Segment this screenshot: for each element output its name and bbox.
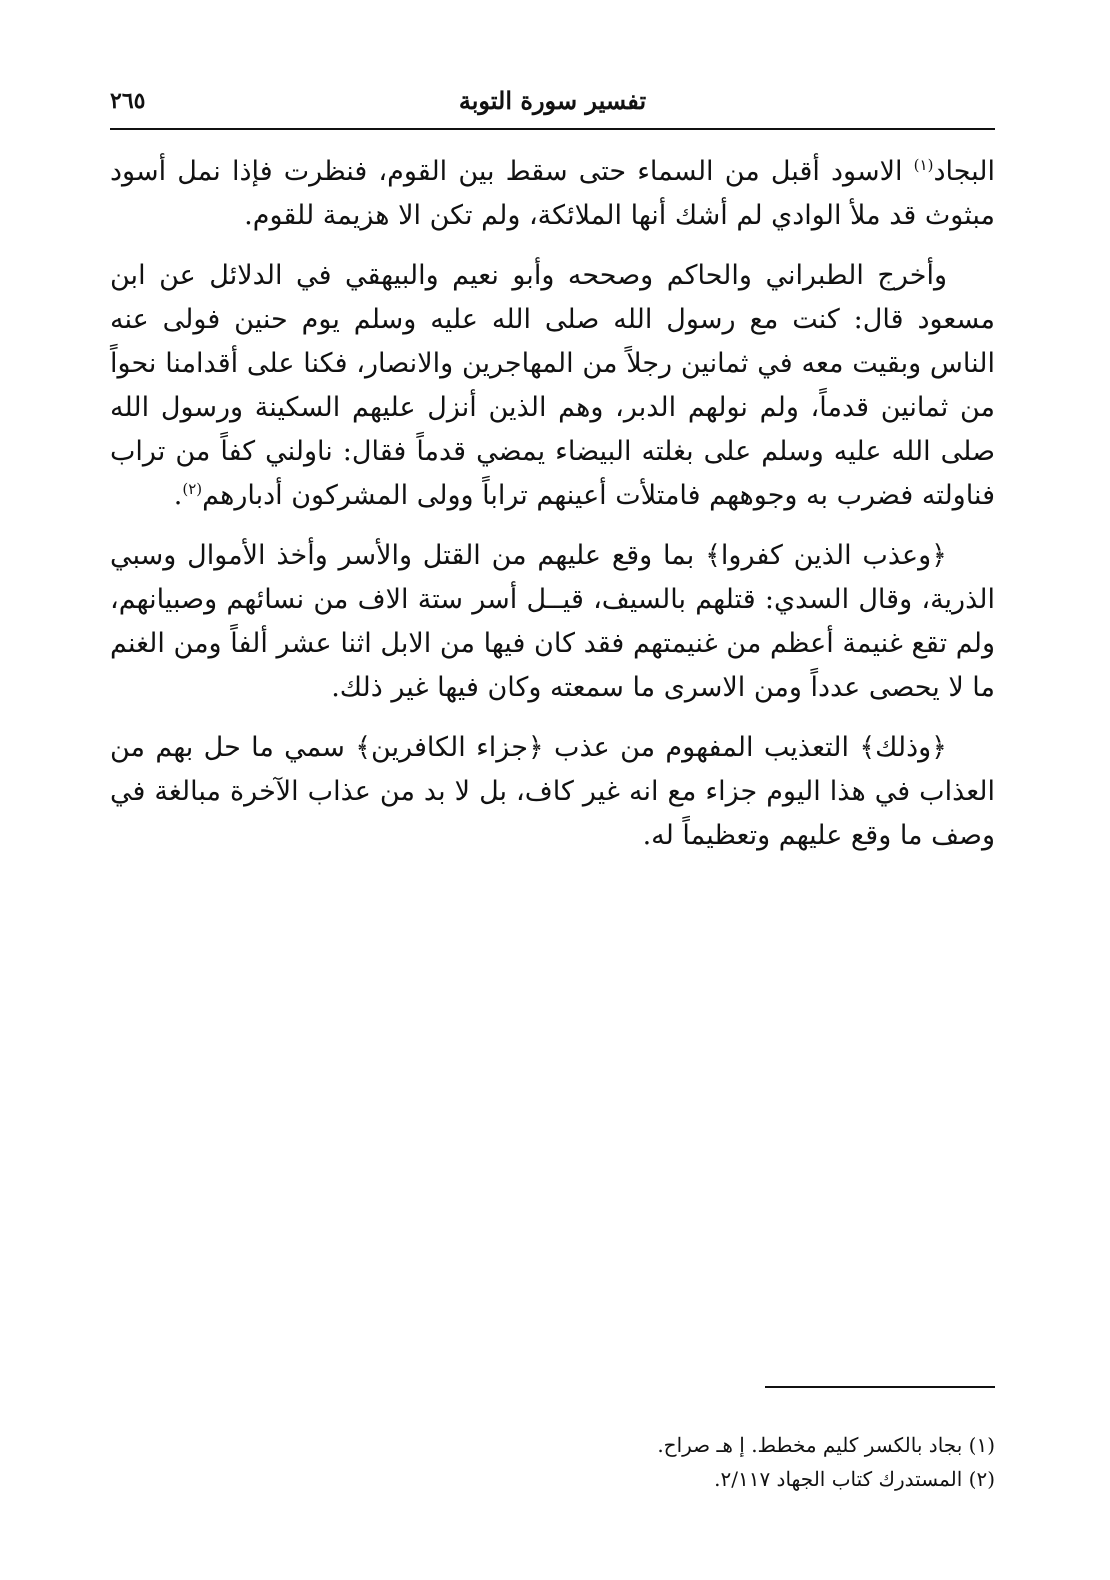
page-number: ٢٦٥ bbox=[110, 88, 146, 114]
page-header bbox=[110, 70, 995, 130]
footnote-1: (١) بجاد بالكسر كليم مخطط. إ هـ صراح. bbox=[657, 1433, 995, 1457]
document-page bbox=[110, 70, 995, 1520]
footnote-ref-1: (١) bbox=[913, 156, 934, 174]
paragraph-1-text-a: البجاد bbox=[933, 156, 995, 187]
paragraph-2-text-a: وأخرج الطبراني والحاكم وصححه وأبو نعيم والبيهقي في الدلائل عن ابن مسعود قال: كنت مع رسول الله صلى الله عليه وسلم يوم حنين فولى عنه الناس وبقيت معه في ثمانين رجلاً من المهاجرين والانصار، فكنا على أقدامنا نحواً من ثمانين قدماً، ولم نولهم الدبر، وهم الذين أنزل عليهم السكينة ورسول الله صلى الله عليه وسلم على بغلته البيضاء يمضي قدماً فقال: ناولني كفاً من تراب فناولته فضرب به وجوههم فامتلأت أعينهم تراباً وولى المشركون أدبارهم bbox=[110, 260, 995, 511]
paragraph-4-text: ﴿وذلك﴾ التعذيب المفهوم من عذب ﴿جزاء الكافرين﴾ سمي ما حل بهم من العذاب في هذا اليوم جزاء مع انه غير كاف، بل لا بد من عذاب الآخرة مبالغة في وصف ما وقع عليهم وتعظيماً له. bbox=[110, 732, 995, 851]
paragraph-2 bbox=[110, 254, 995, 518]
footnote-ref-2: (٢) bbox=[182, 480, 203, 498]
paragraph-3 bbox=[110, 534, 995, 710]
paragraph-1 bbox=[110, 150, 995, 238]
footnote-2: (٢) المستدرك كتاب الجهاد ٢/١١٧. bbox=[714, 1467, 995, 1491]
body-text bbox=[110, 150, 995, 858]
paragraph-4 bbox=[110, 726, 995, 858]
footnotes bbox=[110, 1428, 995, 1496]
paragraph-2-text-b: . bbox=[173, 480, 183, 511]
paragraph-3-text: ﴿وعذب الذين كفروا﴾ بما وقع عليهم من القتل والأسر وأخذ الأموال وسبي الذرية، وقال السدي: قتلهم بالسيف، قيــل أسر ستة الاف من نسائهم وصبيانهم، ولم تقع غنيمة أعظم من غنيمتهم فقد كان فيها من الابل اثنا عشر ألفاً ومن الغنم ما لا يحصى عدداً ومن الاسرى ما سمعته وكان فيها غير ذلك. bbox=[110, 540, 995, 703]
footnote-divider bbox=[765, 1386, 995, 1388]
paragraph-1-text-b: الاسود أقبل من السماء حتى سقط بين القوم، فنظرت فإذا نمل أسود مبثوث قد ملأ الوادي لم أشك أنها الملائكة، ولم تكن الا هزيمة للقوم. bbox=[110, 156, 995, 231]
page-title: تفسير سورة التوبة bbox=[458, 86, 647, 115]
